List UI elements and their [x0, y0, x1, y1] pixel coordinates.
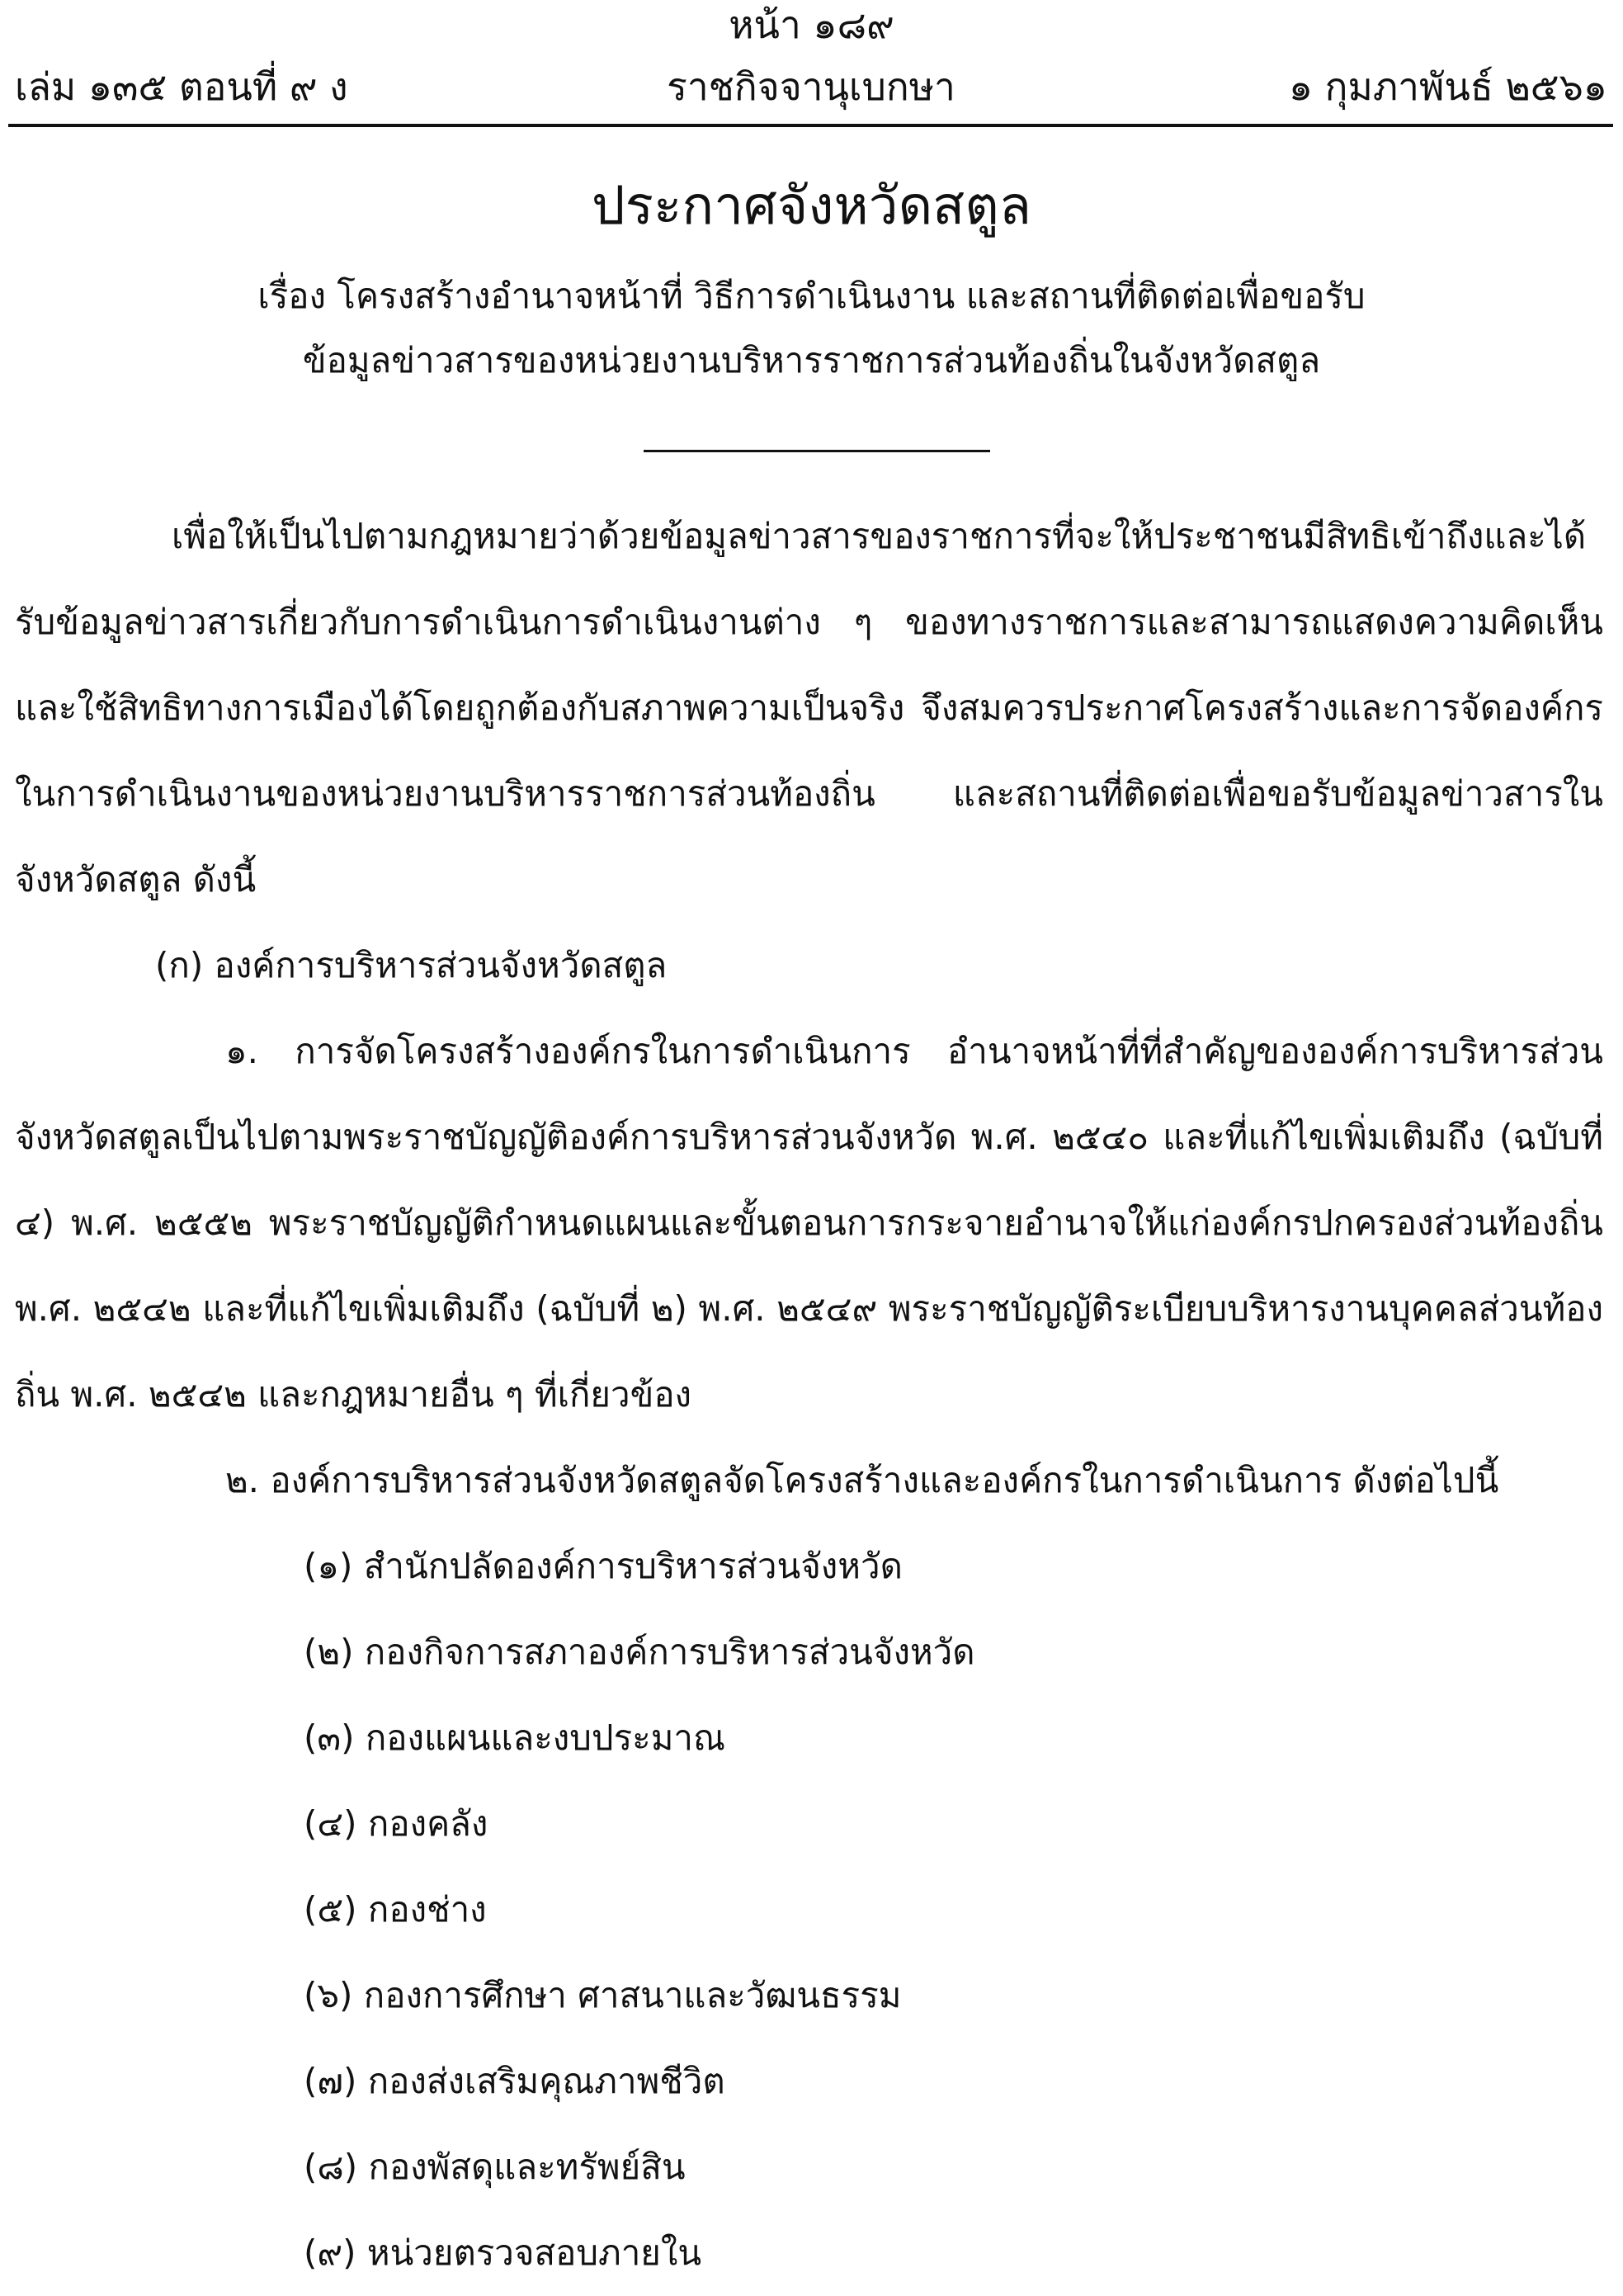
gazette-name: ราชกิจจานุเบกษา — [667, 64, 955, 109]
page-header — [15, 58, 1607, 116]
list-item: (๑) สำนักปลัดองค์การบริหารส่วนจังหวัด — [304, 1546, 903, 1586]
page-number: หน้า ๑๘๙ — [729, 2, 894, 47]
title-divider — [644, 450, 990, 452]
announcement-title: ประกาศจังหวัดสตูล — [592, 176, 1031, 237]
announcement-subject — [0, 264, 1623, 393]
document-body — [15, 494, 1603, 2296]
header-divider — [8, 124, 1613, 127]
list-item: (๔) กองคลัง — [304, 1803, 488, 1844]
item-2-heading: ๒. องค์การบริหารส่วนจังหวัดสตูลจัดโครงสร้างและองค์กรในการดำเนินการ ดังต่อไปนี้ — [225, 1460, 1499, 1500]
list-item: (๗) กองส่งเสริมคุณภาพชีวิต — [304, 2061, 725, 2101]
list-item: (๘) กองพัสดุและทรัพย์สิน — [304, 2147, 686, 2187]
list-item: (๕) กองช่าง — [304, 1889, 487, 1930]
section-a-heading: (ก) องค์การบริหารส่วนจังหวัดสตูล — [155, 945, 668, 985]
volume-issue: เล่ม ๑๓๕ ตอนที่ ๙ ง — [15, 64, 348, 109]
list-item: (๖) กองการศึกษา ศาสนาและวัฒนธรรม — [304, 1975, 902, 2015]
list-item: (๓) กองแผนและงบประมาณ — [304, 1717, 725, 1758]
list-item: (๙) หน่วยตรวจสอบภายใน — [304, 2232, 702, 2273]
list-item: (๒) กองกิจการสภาองค์การบริหารส่วนจังหวัด — [304, 1632, 975, 1672]
subject-line-2: ข้อมูลข่าวสารของหน่วยงานบริหารราชการส่วนท้องถิ่นในจังหวัดสตูล — [302, 340, 1321, 380]
intro-paragraph: เพื่อให้เป็นไปตามกฎหมายว่าด้วยข้อมูลข่าวสารของราชการที่จะให้ประชาชนมีสิทธิเข้าถึงและได้รับข้อมูลข่าวสารเกี่ยวกับการดำเนินการดำเนินงานต่าง ๆ ของทางราชการและสามารถแสดงความคิดเห็นและใช้สิทธิทางการเมืองได้โดยถูกต้องกับสภาพความเป็นจริง จึงสมควรประกาศโครงสร้างและการจัดองค์กรในการดำเนินงานของหน่วยงานบริหารราชการส่วนท้องถิ่น และสถานที่ติดต่อเพื่อขอรับข้อมูลข่าวสารในจังหวัดสตูล ดังนี้ — [15, 516, 1603, 900]
subject-line-1: เรื่อง โครงสร้างอำนาจหน้าที่ วิธีการดำเนินงาน และสถานที่ติดต่อเพื่อขอรับ — [257, 276, 1366, 316]
publication-date: ๑ กุมภาพันธ์ ๒๕๖๑ — [1288, 64, 1607, 109]
item-1-paragraph: ๑. การจัดโครงสร้างองค์กรในการดำเนินการ อำนาจหน้าที่ที่สำคัญขององค์การบริหารส่วนจังหวัดสตูลเป็นไปตามพระราชบัญญัติองค์การบริหารส่วนจังหวัด พ.ศ. ๒๕๔๐ และที่แก้ไขเพิ่มเติมถึง (ฉบับที่ ๔) พ.ศ. ๒๕๕๒ พระราชบัญญัติกำหนดแผนและขั้นตอนการกระจายอำนาจให้แก่องค์กรปกครองส่วนท้องถิ่น พ.ศ. ๒๕๔๒ และที่แก้ไขเพิ่มเติมถึง (ฉบับที่ ๒) พ.ศ. ๒๕๔๙ พระราชบัญญัติระเบียบบริหารงานบุคคลส่วนท้องถิ่น พ.ศ. ๒๕๔๒ และกฎหมายอื่น ๆ ที่เกี่ยวข้อง — [15, 1031, 1603, 1415]
